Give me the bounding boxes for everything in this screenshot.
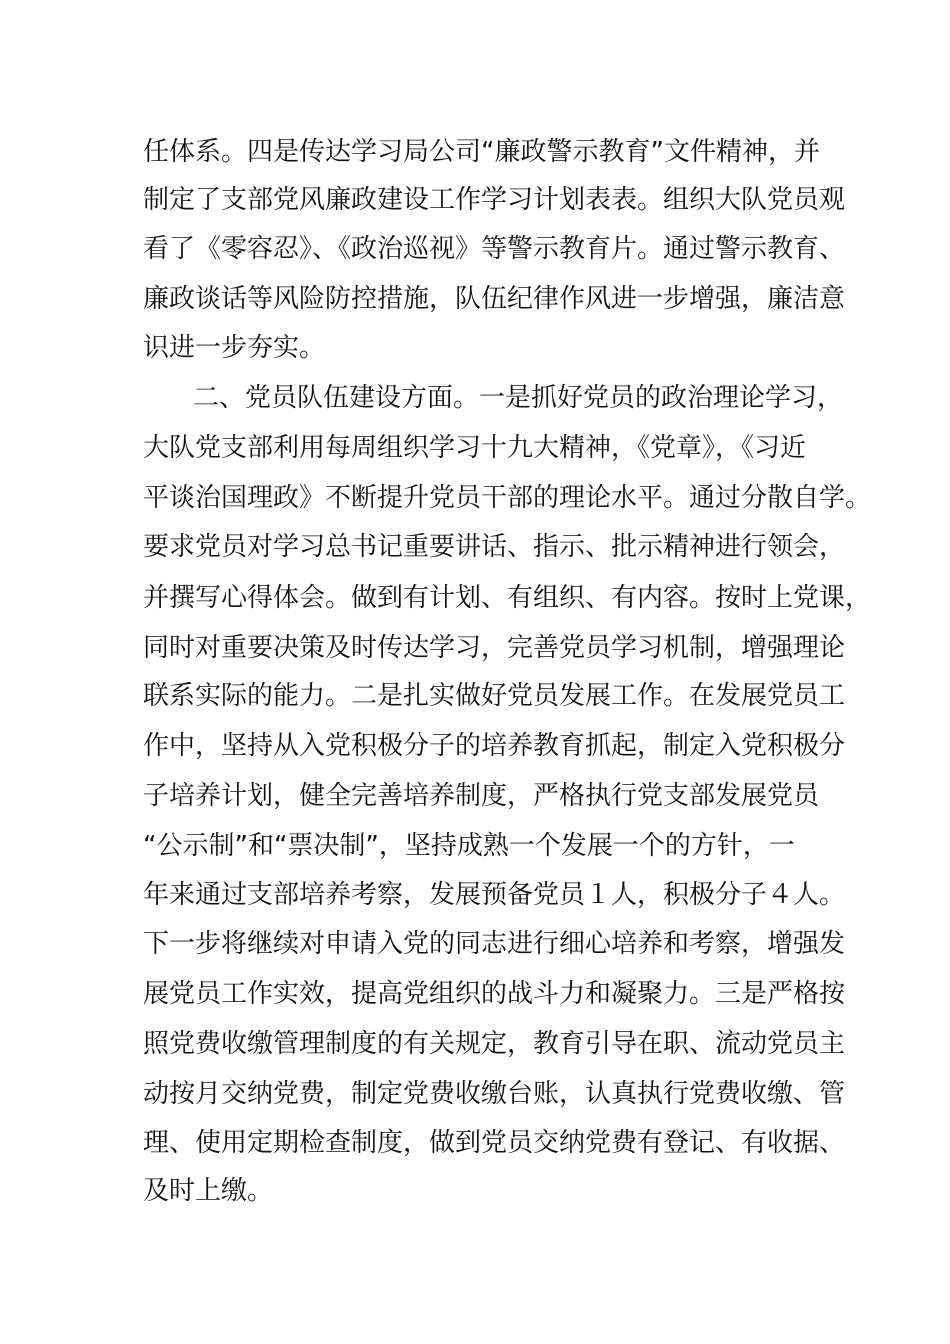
paragraph-first-line: 二、党员队伍建设方面。一是抓好党员的政治理论学习， bbox=[193, 383, 844, 413]
text-line: 制定了支部党风廉政建设工作学习计划表表。组织大队党员观 bbox=[143, 185, 846, 215]
text-line: 动按月交纳党费，制定党费收缴台账，认真执行党费收缴、管 bbox=[143, 1079, 846, 1109]
text-line: 廉政谈话等风险防控措施，队伍纪律作风进一步增强，廉洁意 bbox=[143, 284, 846, 314]
text-line: “公示制”和“票决制”，坚持成熟一个发展一个的方针，一 bbox=[143, 831, 795, 861]
text-line: 平谈治国理政》不断提升党员干部的理论水平。通过分散自学。 bbox=[143, 483, 872, 513]
text-line: 并撰写心得体会。做到有计划、有组织、有内容。按时上党课， bbox=[143, 583, 872, 613]
text-line: 任体系。四是传达学习局公司“廉政警示教育”文件精神，并 bbox=[143, 137, 820, 167]
text-line: 联系实际的能力。二是扎实做好党员发展工作。在发展党员工 bbox=[143, 681, 846, 711]
text-line: 识进一步夯实。 bbox=[143, 333, 326, 363]
text-line: 照党费收缴管理制度的有关规定，教育引导在职、流动党员主 bbox=[143, 1029, 846, 1059]
text-line: 及时上缴。 bbox=[143, 1176, 274, 1206]
text-line: 同时对重要决策及时传达学习，完善党员学习机制，增强理论 bbox=[143, 633, 846, 663]
text-line: 大队党支部利用每周组织学习十九大精神，《党章》，《习近 bbox=[143, 433, 807, 463]
text-line: 要求党员对学习总书记重要讲话、指示、批示精神进行领会， bbox=[143, 532, 846, 562]
text-line: 作中，坚持从入党积极分子的培养教育抓起，制定入党积极分 bbox=[143, 731, 846, 761]
text-line: 年来通过支部培养考察，发展预备党员１人，积极分子４人。 bbox=[143, 880, 846, 910]
text-line: 下一步将继续对申请入党的同志进行细心培养和考察，增强发 bbox=[143, 929, 846, 959]
text-line: 展党员工作实效，提高党组织的战斗力和凝聚力。三是严格按 bbox=[143, 979, 846, 1009]
text-line: 子培养计划，健全完善培养制度，严格执行党支部发展党员 bbox=[143, 781, 820, 811]
text-line: 理、使用定期检查制度，做到党员交纳党费有登记、有收据、 bbox=[143, 1128, 846, 1158]
text-line: 看了《零容忍》、《政治巡视》等警示教育片。通过警示教育、 bbox=[143, 234, 846, 264]
